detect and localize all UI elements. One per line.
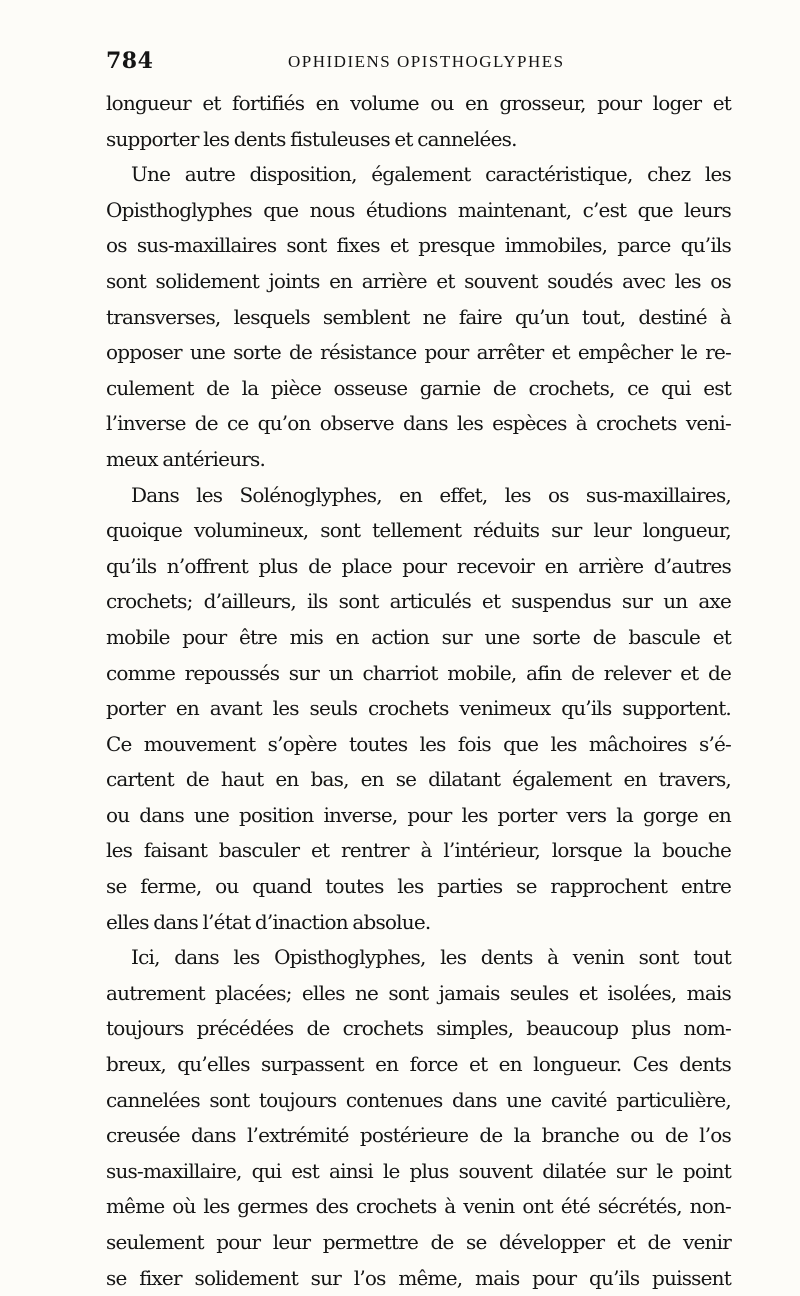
text-line: autrement placées; elles ne sont jamais seules et isolées, mais [106,980,731,1005]
text-line: mobile pour être mis en action sur une sorte de bascule et [106,624,731,649]
text-line: Une autre disposition, également caractéristique, chez les [131,162,731,187]
text-line: quoique volumineux, sont tellement réduits sur leur longueur, [106,518,731,543]
text-line: Ici, dans les Opisthoglyphes, les dents à venin sont tout [131,945,731,970]
text-line: breux, qu’elles surpassent en force et en longueur. Ces dents [106,1052,731,1077]
text-line: crochets; d’ailleurs, ils sont articulés et suspendus sur un axe [106,589,731,614]
text-line: les faisant basculer et rentrer à l’intérieur, lorsque la bouche [106,838,731,863]
text-line: meux antérieurs. [106,446,266,471]
text-line: l’inverse de ce qu’on observe dans les espèces à crochets veni- [106,411,731,436]
running-title: OPHIDIENS OPISTHOGLYPHES [288,52,565,71]
text-line: opposer une sorte de résistance pour arrêter et empêcher le re- [106,340,731,365]
text-line: porter en avant les seuls crochets venimeux qu’ils supportent. [106,696,731,721]
text-line: seulement pour leur permettre de se développer et de venir [106,1230,731,1254]
text-line: cartent de haut en bas, en se dilatant également en travers, [106,767,731,792]
text-line: qu’ils n’offrent plus de place pour recevoir en arrière d’autres [106,553,731,578]
text-line: se ferme, ou quand toutes les parties se rapprochent entre [106,874,731,899]
text-line: comme repoussés sur un charriot mobile, afin de relever et de [106,660,731,685]
page-header [106,48,731,78]
text-line: creusée dans l’extrémité postérieure de la branche ou de l’os [106,1123,731,1148]
text-line: ou dans une position inverse, pour les porter vers la gorge en [106,802,731,827]
page-number: 784 [106,48,154,74]
text-line: supporter les dents fistuleuses et cannelées. [106,126,517,151]
text-line: même où les germes des crochets à venin ont été sécrétés, non- [106,1194,731,1219]
text-line: os sus-maxillaires sont fixes et presque immobiles, parce qu’ils [106,233,731,258]
text-line: culement de la pièce osseuse garnie de crochets, ce qui est [106,375,731,400]
body-text [106,86,731,1296]
text-line: transverses, lesquels semblent ne faire qu’un tout, destiné à [106,304,731,329]
text-line: sont solidement joints en arrière et souvent soudés avec les os [106,268,731,293]
text-line: Dans les Solénoglyphes, en effet, les os sus-maxillaires, [131,482,731,507]
text-line: cannelées sont toujours contenues dans une cavité particulière, [106,1087,731,1112]
text-line: se fixer solidement sur l’os même, mais pour qu’ils puissent [106,1265,731,1290]
text-line: longueur et fortifiés en volume ou en grosseur, pour loger et [106,91,731,115]
text-line: Opisthoglyphes que nous étudions maintenant, c’est que leurs [106,197,731,222]
text-line: Ce mouvement s’opère toutes les fois que les mâchoires s’é- [106,731,731,756]
text-line: elles dans l’état d’inaction absolue. [106,909,431,934]
text-line: sus-maxillaire, qui est ainsi le plus souvent dilatée sur le point [106,1158,731,1183]
text-line: toujours précédées de crochets simples, beaucoup plus nom- [106,1016,731,1041]
